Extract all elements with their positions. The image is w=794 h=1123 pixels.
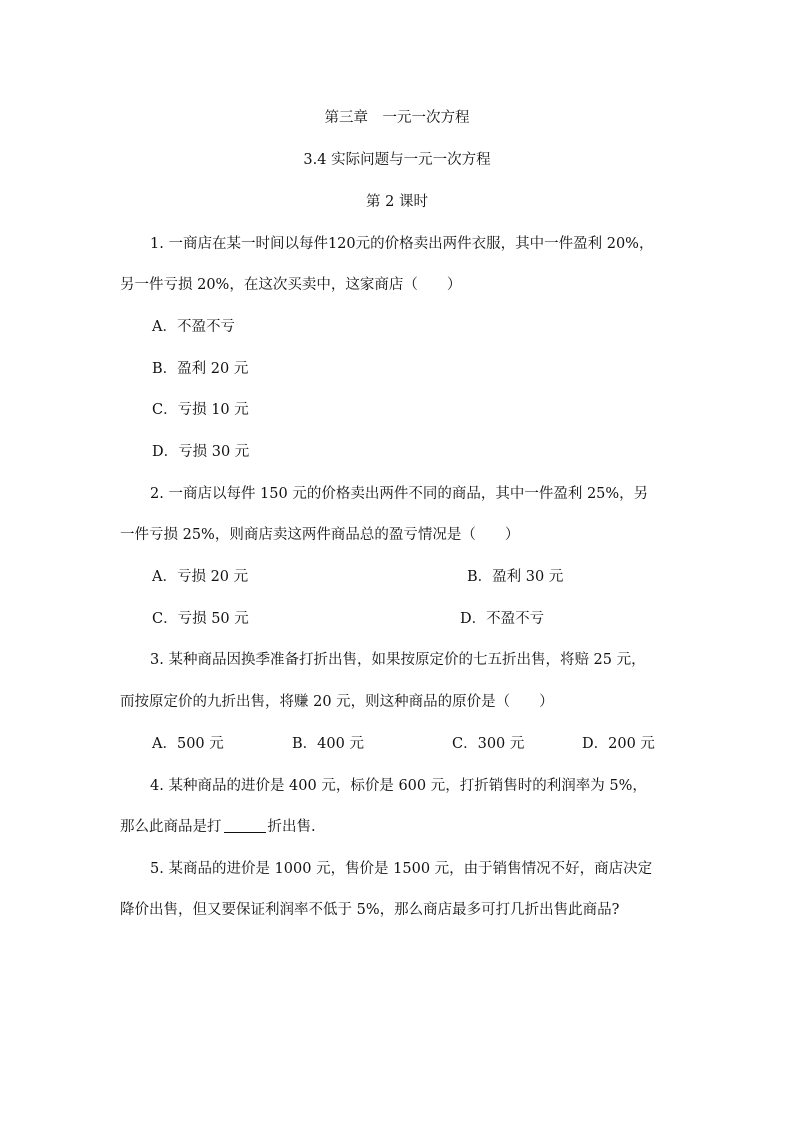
- question-5-line-1: 5. 某商品的进价是 1000 元，售价是 1500 元，由于销售情况不好，商店决定: [150, 861, 653, 877]
- question-4-line-2: [120, 817, 316, 837]
- question-2-option-b: B．盈利 30 元: [467, 569, 564, 585]
- question-1-line-1: 1. 一商店在某一时间以每件120元的价格卖出两件衣服，其中一件盈利 20%，: [150, 236, 654, 252]
- question-1-option-d: D．亏损 30 元: [152, 444, 250, 460]
- question-4-line-1: 4. 某种商品的进价是 400 元，标价是 600 元，打折销售时的利润率为 5%，: [150, 778, 647, 794]
- question-4-suffix: 折出售.: [267, 819, 316, 835]
- question-1-option-a: A．不盈不亏: [152, 319, 235, 335]
- section-title: 3.4 实际问题与一元一次方程: [303, 152, 491, 168]
- question-2-option-c: C．亏损 50 元: [152, 611, 249, 627]
- question-3-option-a: A．500 元: [152, 736, 224, 752]
- question-4-prefix: 那么此商品是打: [120, 819, 222, 835]
- question-3-line-2: 而按原定价的九折出售，将赚 20 元，则这种商品的原价是（ ）: [120, 694, 554, 710]
- question-1-line-2: 另一件亏损 20%，在这次买卖中，这家商店（ ）: [120, 277, 462, 293]
- question-1-option-c: C．亏损 10 元: [152, 402, 249, 418]
- answer-blank[interactable]: [224, 818, 266, 833]
- question-3-option-b: B．400 元: [292, 736, 364, 752]
- question-3-line-1: 3. 某种商品因换季准备打折出售，如果按原定价的七五折出售，将赔 25 元，: [150, 652, 646, 668]
- question-3-option-d: D．200 元: [582, 736, 655, 752]
- question-5-line-2: 降价出售，但又要保证利润率不低于 5%，那么商店最多可打几折出售此商品?: [120, 902, 620, 918]
- question-3-option-c: C．300 元: [452, 736, 525, 752]
- chapter-title: 第三章 一元一次方程: [324, 110, 470, 126]
- question-2-line-2: 一件亏损 25%，则商店卖这两件商品总的盈亏情况是（ ）: [120, 527, 520, 543]
- question-1-option-b: B．盈利 20 元: [152, 361, 249, 377]
- question-2-option-d: D．不盈不亏: [460, 611, 545, 627]
- question-2-option-a: A．亏损 20 元: [152, 569, 249, 585]
- lesson-title: 第 2 课时: [366, 194, 428, 210]
- question-2-line-1: 2. 一商店以每件 150 元的价格卖出两件不同的商品，其中一件盈利 25%，另: [150, 486, 649, 502]
